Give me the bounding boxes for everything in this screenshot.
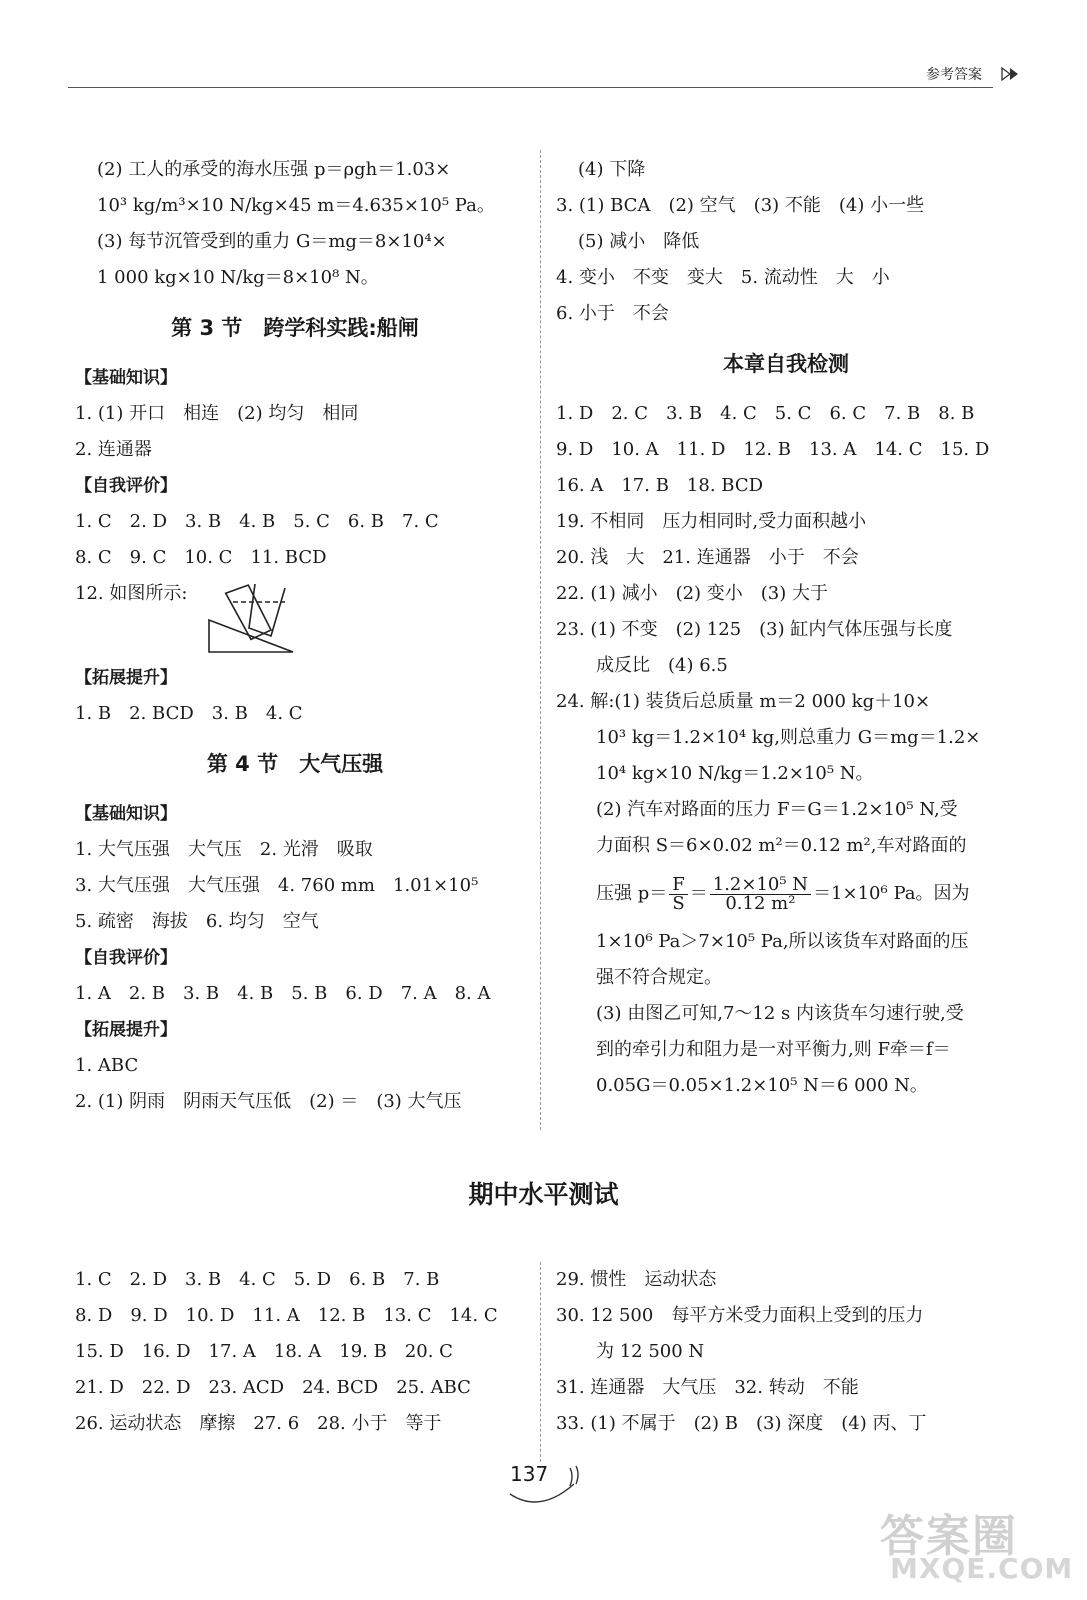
section-title: 本章自我检测 <box>723 352 849 376</box>
subsection-tag: 【自我评价】 <box>75 948 177 968</box>
answer-line: (4) 下降 <box>578 159 646 180</box>
midterm-right-column <box>556 1262 1016 1442</box>
answer-line: 29. 惯性 运动状态 <box>556 1269 717 1290</box>
answer-line: 力面积 S＝6×0.02 m²＝0.12 m²,车对路面的 <box>596 835 967 856</box>
answer-line: 2. (1) 阴雨 阴雨天气压低 (2) ＝ (3) 大气压 <box>75 1091 462 1112</box>
answer-line: 23. (1) 不变 (2) 125 (3) 缸内气体压强与长度 <box>556 619 953 640</box>
answer-line: (3) 由图乙可知,7～12 s 内该货车匀速行驶,受 <box>596 1003 964 1024</box>
answer-line: 10⁴ kg×10 N/kg＝1.2×10⁵ N。 <box>596 763 874 784</box>
answer-line: (3) 每节沉管受到的重力 G＝mg＝8×10⁴× <box>97 231 447 252</box>
answer-line: 31. 连通器 大气压 32. 转动 不能 <box>556 1377 859 1398</box>
subsection-tag: 【自我评价】 <box>75 476 177 496</box>
answer-line: 8. C 9. C 10. C 11. BCD <box>75 547 327 568</box>
answer-line: 6. 小于 不会 <box>556 303 669 324</box>
answer-line: 9. D 10. A 11. D 12. B 13. A 14. C 15. D <box>556 439 990 460</box>
fraction-denominator: S <box>672 892 685 914</box>
page-number: 137 <box>510 1462 549 1486</box>
answer-line: 强不符合规定。 <box>596 967 722 988</box>
answer-line: 5. 疏密 海拔 6. 均匀 空气 <box>75 911 319 932</box>
header-rule <box>68 87 993 88</box>
answer-line-formula <box>556 864 1016 924</box>
answer-line: 成反比 (4) 6.5 <box>596 655 728 676</box>
formula-prefix: 压强 p＝ <box>596 883 668 904</box>
answer-line: 1. D 2. C 3. B 4. C 5. C 6. C 7. B 8. B <box>556 403 975 424</box>
answer-line: 10³ kg/m³×10 N/kg×45 m＝4.635×10⁵ Pa。 <box>97 195 495 216</box>
fraction-numerator: F <box>669 876 688 895</box>
fraction-numerator: 1.2×10⁵ N <box>710 876 811 895</box>
left-column <box>75 152 515 1120</box>
answer-line: 21. D 22. D 23. ACD 24. BCD 25. ABC <box>75 1377 471 1398</box>
answer-line: 1. B 2. BCD 3. B 4. C <box>75 703 303 724</box>
header-arrow-icon <box>1000 66 1024 82</box>
answer-line: 20. 浅 大 21. 连通器 小于 不会 <box>556 547 859 568</box>
answer-line: (2) 汽车对路面的压力 F＝G＝1.2×10⁵ N,受 <box>596 799 958 820</box>
header-label: 参考答案 <box>926 67 982 83</box>
fraction <box>710 873 811 914</box>
answer-line: 26. 运动状态 摩擦 27. 6 28. 小于 等于 <box>75 1413 442 1434</box>
answer-line: 33. (1) 不属于 (2) B (3) 深度 (4) 丙、丁 <box>556 1413 927 1434</box>
answer-line-with-figure <box>75 576 515 660</box>
section-title: 第 3 节 跨学科实践:船闸 <box>171 316 419 340</box>
answer-line: 3. 大气压强 大气压强 4. 760 mm 1.01×10⁵ <box>75 875 479 896</box>
answer-line: 为 12 500 N <box>596 1341 705 1362</box>
answer-line: 3. (1) BCA (2) 空气 (3) 不能 (4) 小一些 <box>556 195 925 216</box>
answer-line: 16. A 17. B 18. BCD <box>556 475 764 496</box>
fraction <box>669 873 688 914</box>
answer-line: 1×10⁶ Pa＞7×10⁵ Pa,所以该货车对路面的压 <box>596 931 969 952</box>
answer-line: 22. (1) 减小 (2) 变小 (3) 大于 <box>556 583 829 604</box>
answer-line: 10³ kg＝1.2×10⁴ kg,则总重力 G＝mg＝1.2× <box>596 727 981 748</box>
subsection-tag: 【拓展提升】 <box>75 1020 177 1040</box>
subsection-tag: 【拓展提升】 <box>75 668 177 688</box>
column-divider <box>540 1262 541 1462</box>
watermark-logo: 答案圈 <box>880 1511 1018 1562</box>
formula-suffix: ＝1×10⁶ Pa。因为 <box>813 883 970 904</box>
fraction-denominator: 0.12 m² <box>725 892 796 914</box>
right-column <box>556 152 1016 1104</box>
answer-line: (2) 工人的承受的海水压强 p＝ρgh＝1.03× <box>97 159 451 180</box>
answer-line: 到的牵引力和阻力是一对平衡力,则 F牵＝f＝ <box>596 1039 951 1060</box>
answer-line: 1. 大气压强 大气压 2. 光滑 吸取 <box>75 839 373 860</box>
midterm-left-column <box>75 1262 515 1442</box>
subsection-tag: 【基础知识】 <box>75 804 177 824</box>
watermark <box>880 1500 1080 1600</box>
watermark-url: MXQE.COM <box>890 1552 1074 1585</box>
answer-line: 24. 解:(1) 装货后总质量 m＝2 000 kg＋10× <box>556 691 931 712</box>
answer-line: 4. 变小 不变 变大 5. 流动性 大 小 <box>556 267 890 288</box>
answer-line: 1. A 2. B 3. B 4. B 5. B 6. D 7. A 8. A <box>75 983 491 1004</box>
container-on-slope-figure <box>203 576 303 656</box>
answer-line: 1 000 kg×10 N/kg＝8×10⁸ N。 <box>97 267 379 288</box>
answer-line: 15. D 16. D 17. A 18. A 19. B 20. C <box>75 1341 453 1362</box>
answer-line: 1. ABC <box>75 1055 139 1076</box>
answer-line: 1. C 2. D 3. B 4. B 5. C 6. B 7. C <box>75 511 439 532</box>
answer-line: 1. C 2. D 3. B 4. C 5. D 6. B 7. B <box>75 1269 440 1290</box>
answer-line: 19. 不相同 压力相同时,受力面积越小 <box>556 511 867 532</box>
midterm-title: 期中水平测试 <box>468 1180 619 1209</box>
formula-equals: ＝ <box>689 883 708 904</box>
answer-line: 8. D 9. D 10. D 11. A 12. B 13. C 14. C <box>75 1305 498 1326</box>
answer-line: 30. 12 500 每平方米受力面积上受到的压力 <box>556 1305 924 1326</box>
answer-line: 1. (1) 开口 相连 (2) 均匀 相同 <box>75 403 359 424</box>
answer-line: 0.05G＝0.05×1.2×10⁵ N＝6 000 N。 <box>596 1075 928 1096</box>
section-title: 第 4 节 大气压强 <box>206 752 384 776</box>
answer-line: (5) 减小 降低 <box>578 231 700 252</box>
answer-text: 12. 如图所示: <box>75 583 188 604</box>
answer-line: 2. 连通器 <box>75 439 152 460</box>
subsection-tag: 【基础知识】 <box>75 368 177 388</box>
column-divider <box>540 150 541 1130</box>
